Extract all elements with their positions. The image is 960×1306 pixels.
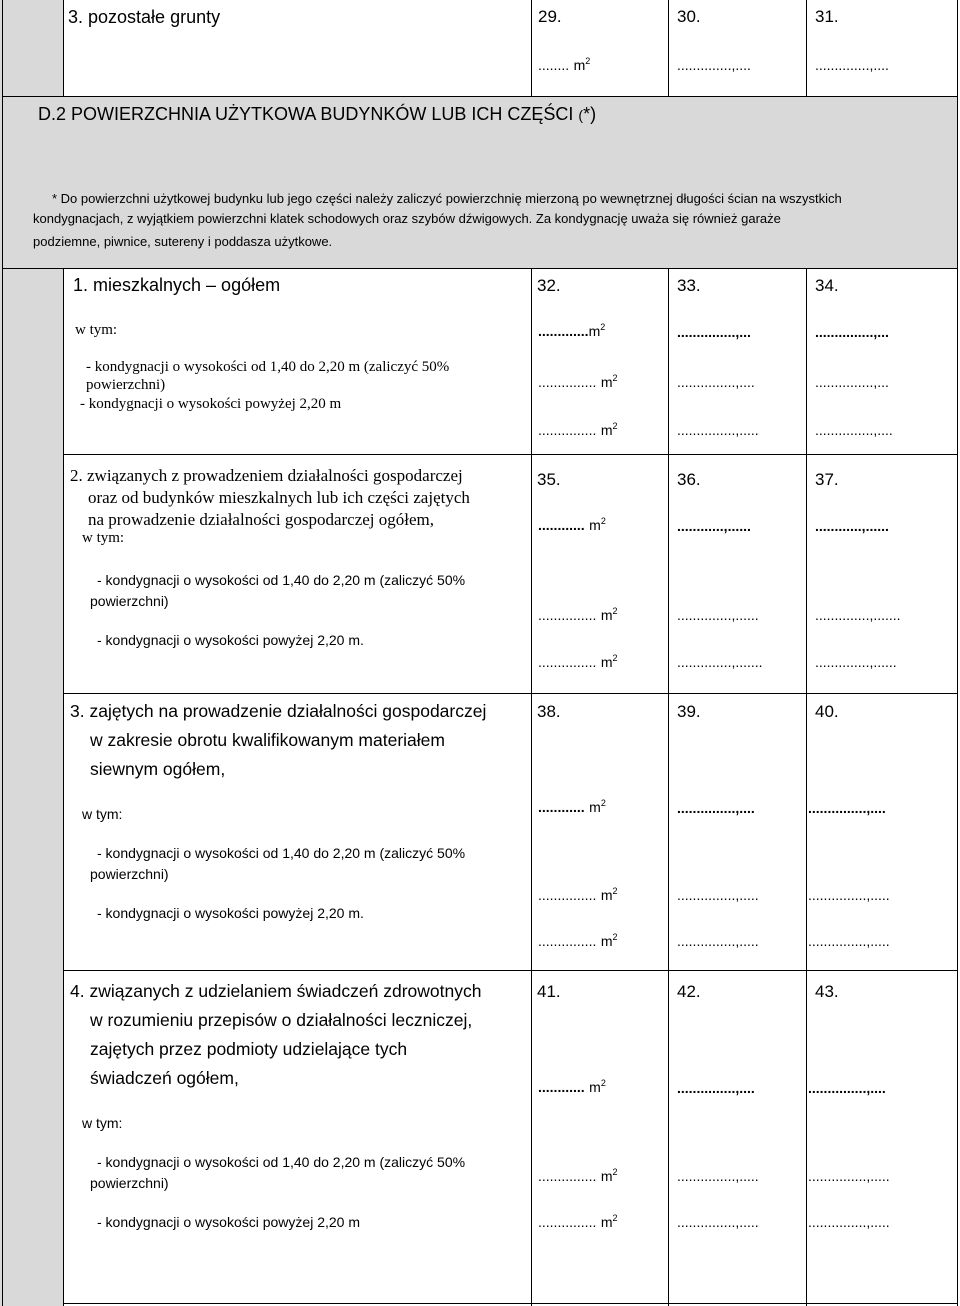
- col-sep-3: [806, 268, 807, 1306]
- field-40-sub1-value[interactable]: ...............,.....: [808, 887, 890, 903]
- field-35-sub2-value[interactable]: [538, 653, 618, 672]
- sec2-sub1-line2: powierzchni): [90, 593, 169, 609]
- field-37-number: 37.: [815, 470, 839, 489]
- field-35-sub2-unit: $m^2$: [600, 653, 618, 670]
- field-29-value[interactable]: [538, 56, 590, 75]
- field-35-number: 35.: [537, 470, 561, 489]
- field-32-sub2-unit: $m^2$: [600, 421, 618, 438]
- field-32-sub1-unit: $m^2$: [600, 373, 618, 390]
- col-sep-2: [668, 268, 669, 1306]
- field-34-sub2-value[interactable]: ...............,....: [815, 422, 893, 438]
- field-38-number: 38.: [537, 702, 561, 721]
- sec2-line1: 2. związanych z prowadzeniem działalności gospodarczej: [70, 466, 463, 485]
- section-note-line-3: podziemne, piwnice, sutereny i poddasza użytkowe.: [33, 234, 333, 249]
- field-32-sub2-dots: ...............: [538, 422, 597, 438]
- field-33-number: 33.: [677, 276, 701, 295]
- field-40-value[interactable]: ...............,....: [808, 800, 886, 816]
- field-41-sub2-unit: $m^2$: [600, 1213, 618, 1230]
- field-36-sub1-value[interactable]: ..............,......: [677, 607, 759, 623]
- field-43-sub1-value[interactable]: ...............,.....: [808, 1168, 890, 1184]
- field-31-number: 31.: [815, 7, 839, 26]
- field-38-dots: ............: [538, 799, 585, 815]
- bottom-line: [63, 1303, 958, 1304]
- field-41-sub2-value[interactable]: [538, 1213, 618, 1232]
- sec2-bottom-line: [63, 693, 958, 694]
- sec3-wtym: w tym:: [82, 806, 123, 822]
- sec3-sub2: - kondygnacji o wysokości powyżej 2,20 m.: [97, 905, 364, 921]
- sec2-line3: na prowadzenie działalności gospodarczej ogółem,: [88, 510, 435, 529]
- sec4-wtym: w tym:: [82, 1115, 123, 1131]
- sec1-bottom-line: [63, 454, 958, 455]
- sec3-line2: w zakresie obrotu kwalifikowanym materiałem: [90, 730, 445, 750]
- sec2-line2: oraz od budynków mieszkalnych lub ich części zajętych: [88, 488, 470, 507]
- sec4-sub2: - kondygnacji o wysokości powyżej 2,20 m: [97, 1214, 361, 1230]
- field-43-number: 43.: [815, 982, 839, 1001]
- field-42-number: 42.: [677, 982, 701, 1001]
- field-41-sub1-dots: ...............: [538, 1168, 597, 1184]
- sec1-sub1-line1: - kondygnacji o wysokości od 1,40 do 2,20 m (zaliczyć 50%: [86, 359, 450, 375]
- field-30-value[interactable]: ..............,....: [677, 57, 751, 73]
- field-41-number: 41.: [537, 982, 561, 1001]
- field-33-value[interactable]: ...............,...: [677, 324, 751, 340]
- field-35-sub1-value[interactable]: [538, 606, 618, 625]
- field-32-value[interactable]: [538, 322, 605, 341]
- sec3-sub1-line2: powierzchni): [90, 866, 169, 882]
- sec2-sub2: - kondygnacji o wysokości powyżej 2,20 m.: [97, 632, 364, 648]
- section-note-line-2: [33, 211, 781, 226]
- field-32-sub2-value[interactable]: [538, 421, 618, 440]
- field-40-number: 40.: [815, 702, 839, 721]
- top-row-label: 3. pozostałe grunty: [68, 7, 221, 27]
- field-32-unit: $m^2$: [588, 322, 606, 339]
- sec1-sub2: - kondygnacji o wysokości powyżej 2,20 m: [80, 396, 342, 412]
- field-32-sub1-value[interactable]: [538, 373, 618, 392]
- field-39-sub2-value[interactable]: ...............,.....: [677, 933, 759, 949]
- field-35-sub1-dots: ...............: [538, 607, 597, 623]
- sec3-line3: siewnym ogółem,: [90, 759, 226, 779]
- sec4-line4: świadczeń ogółem,: [90, 1068, 239, 1088]
- field-32-dots: .............: [538, 323, 589, 339]
- top-col-sep-1: [531, 0, 532, 96]
- sec4-line1: 4. związanych z udzielaniem świadczeń zdrowotnych: [70, 981, 482, 1001]
- frame-right: [957, 0, 958, 1306]
- field-41-sub1-unit: $m^2$: [600, 1167, 618, 1184]
- field-35-dots: ............: [538, 517, 585, 533]
- field-39-number: 39.: [677, 702, 701, 721]
- sec3-sub1-line1: - kondygnacji o wysokości od 1,40 do 2,20 m (zaliczyć 50%: [97, 845, 466, 861]
- sec3-line1: 3. zajętych na prowadzenie działalności gospodarczej: [70, 701, 487, 721]
- sec4-sub1-line1: - kondygnacji o wysokości od 1,40 do 2,20 m (zaliczyć 50%: [97, 1154, 466, 1170]
- top-col-sep-3: [806, 0, 807, 96]
- field-34-value[interactable]: ...............,...: [815, 324, 889, 340]
- field-41-unit: $m^2$: [589, 1078, 606, 1095]
- field-38-sub1-dots: ...............: [538, 887, 597, 903]
- section-title-prefix: D.: [38, 104, 56, 124]
- field-38-sub2-dots: ...............: [538, 933, 597, 949]
- field-40-sub2-value[interactable]: ...............,.....: [808, 933, 890, 949]
- field-37-sub1-value[interactable]: ..............,.......: [815, 607, 901, 623]
- field-42-sub1-value[interactable]: ...............,.....: [677, 1168, 759, 1184]
- sec4-sub1-line2: powierzchni): [90, 1175, 169, 1191]
- field-38-unit: $m^2$: [589, 798, 606, 815]
- field-31-value[interactable]: ..............,....: [815, 57, 889, 73]
- field-38-sub2-unit: $m^2$: [600, 932, 618, 949]
- field-33-sub2-value[interactable]: ...............,.....: [677, 422, 759, 438]
- field-41-sub1-value[interactable]: [538, 1167, 618, 1186]
- sec1-sub1-line2: powierzchni): [86, 377, 166, 393]
- field-29-dots: ........: [538, 57, 570, 73]
- field-34-number: 34.: [815, 276, 839, 295]
- field-34-sub1-value[interactable]: ...............,...: [815, 374, 889, 390]
- field-35-unit: $m^2$: [589, 516, 606, 533]
- field-41-dots: ............: [538, 1079, 585, 1095]
- section-title-paren: (: [578, 107, 584, 123]
- field-32-sub1-dots: ...............: [538, 374, 597, 390]
- sec4-line3: zajętych przez podmioty udzielające tych: [90, 1039, 408, 1059]
- sec2-wtym: w tym:: [82, 530, 125, 546]
- field-42-sub2-value[interactable]: ...............,.....: [677, 1214, 759, 1230]
- field-35-sub2-dots: ...............: [538, 654, 597, 670]
- field-39-value[interactable]: ...............,....: [677, 800, 755, 816]
- field-29-number: 29.: [538, 7, 562, 26]
- field-38-sub1-unit: $m^2$: [600, 886, 618, 903]
- sec1-wtym: w tym:: [75, 322, 118, 338]
- field-41-value[interactable]: [538, 1078, 606, 1097]
- field-38-sub1-value[interactable]: [538, 886, 618, 905]
- header-bottom-line: [2, 268, 958, 269]
- field-33-sub1-value[interactable]: ...............,....: [677, 374, 755, 390]
- field-35-value[interactable]: [538, 516, 606, 535]
- field-39-sub1-value[interactable]: ...............,.....: [677, 887, 759, 903]
- field-38-sub2-value[interactable]: [538, 932, 618, 951]
- field-42-value[interactable]: ...............,....: [677, 1080, 755, 1096]
- field-36-sub2-value[interactable]: ..............,.......: [677, 654, 763, 670]
- field-30-number: 30.: [677, 7, 701, 26]
- section-title-text: 2 POWIERZCHNIA UŻYTKOWA BUDYNKÓW LUB ICH CZĘŚCI: [56, 104, 579, 124]
- section-title-star: *): [583, 104, 597, 124]
- field-37-value[interactable]: ............,......: [815, 518, 889, 534]
- sec4-line2: w rozumieniu przepisów o działalności leczniczej,: [90, 1010, 473, 1030]
- section-note-line-2a: kondygnacjach, z wyjątkiem: [33, 211, 198, 226]
- field-41-sub2-dots: ...............: [538, 1214, 597, 1230]
- field-36-number: 36.: [677, 470, 701, 489]
- top-col-sep-2: [668, 0, 669, 96]
- field-43-value[interactable]: ...............,....: [808, 1080, 886, 1096]
- field-35-sub1-unit: $m^2$: [600, 606, 618, 623]
- field-32-number: 32.: [537, 276, 561, 295]
- field-43-sub2-value[interactable]: ...............,.....: [808, 1214, 890, 1230]
- header-top-line: [2, 96, 958, 97]
- frame-left-inner: [63, 0, 64, 96]
- field-36-value[interactable]: ............,......: [677, 518, 751, 534]
- section-note-line-2b: powierzchni klatek schodowych oraz szybów dźwigowych. Za kondygnację uważa się również garaże: [197, 211, 781, 226]
- section-title: [38, 104, 596, 125]
- sec2-sub1-line1: - kondygnacji o wysokości od 1,40 do 2,20 m (zaliczyć 50%: [97, 572, 466, 588]
- field-29-unit: $m^2$: [573, 56, 591, 73]
- sec1-title: 1. mieszkalnych – ogółem: [73, 275, 281, 295]
- sec3-bottom-line: [63, 970, 958, 971]
- section-note-line-1: * Do powierzchni użytkowej budynku lub jego części należy zaliczyć powierzchnię mierzoną po wewnętrznej długości ścian na wszystkich: [52, 191, 842, 206]
- frame-left-outer: [2, 0, 3, 1306]
- field-37-sub2-value[interactable]: ..............,......: [815, 654, 897, 670]
- field-38-value[interactable]: [538, 798, 606, 817]
- col-sep-1: [531, 268, 532, 1306]
- frame-left-inner-lower: [63, 268, 64, 1306]
